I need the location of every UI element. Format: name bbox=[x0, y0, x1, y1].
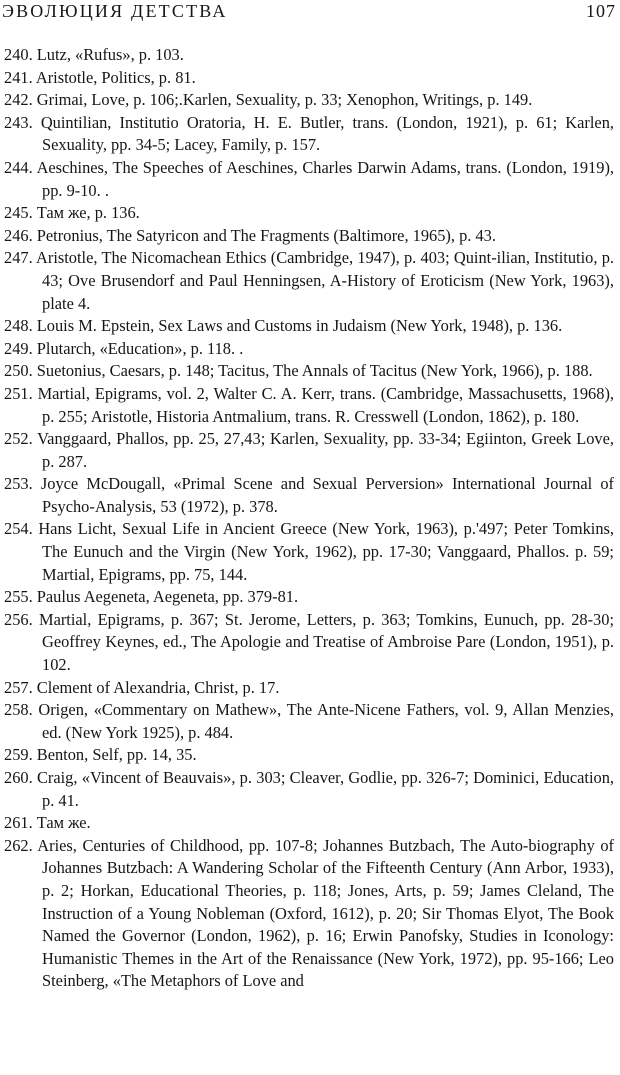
endnote-243: 243. Quintilian, Institutio Oratoria, H. E. Butler, trans. (London, 1921), p. 61; Karlen, Sexuality, pp. 34-5; Lacey, Family, p. 157. bbox=[4, 112, 614, 155]
endnote-261: 261. Там же. bbox=[4, 813, 91, 833]
endnote-247: 247. Aristotle, The Nicomachean Ethics (Cambridge, 1947), p. 403; Quint-ilian, Institutio, p. 43; Ove Brusendorf and Paul Henningsen, A-History of Eroticism (New York, 1963), plate 4. bbox=[4, 248, 614, 313]
running-title: ЭВОЛЮЦИЯ ДЕТСТВА bbox=[2, 1, 228, 21]
endnote-259: 259. Benton, Self, pp. 14, 35. bbox=[4, 745, 197, 765]
endnote-251: 251. Martial, Epigrams, vol. 2, Walter C. A. Kerr, trans. (Cambridge, Massachusetts, 1968), p. 255; Aristotle, Historia Antmalium, trans. R. Cresswell (London, 1862), p. 180. bbox=[4, 383, 614, 426]
endnote-241: 241. Aristotle, Politics, p. 81. bbox=[4, 67, 196, 87]
endnote-262: 262. Aries, Centuries of Childhood, pp. 107-8; Johannes Butzbach, The Auto-biography of Johannes Butzbach: A Wandering Scholar of the Fifteenth Century (Ann Arbor, 1933), p. 2; Horkan, Educational Theories, p. 118; Jones, Arts, p. 59; James Cleland, The Instruction of a Young Nobleman (Oxford, 1612), p. 20; Sir Thomas Elyot, The Book Named the Governor (London, 1962), p. 16; Erwin Panofsky, Studies in Iconology: Humanistic Themes in the Art of the Renaissance (New York, 1972), pp. 95-166; Leo Steinberg, «The Metaphors of Love and bbox=[4, 835, 614, 991]
page-header bbox=[2, 1, 616, 25]
endnote-249: 249. Plutarch, «Education», p. 118. . bbox=[4, 338, 244, 358]
endnote-260: 260. Craig, «Vincent of Beauvais», p. 303; Cleaver, Godlie, pp. 326-7; Dominici, Education, p. 41. bbox=[4, 768, 614, 810]
endnote-255: 255. Paulus Aegeneta, Aegeneta, pp. 379-81. bbox=[4, 587, 299, 607]
endnote-257: 257. Clement of Alexandria, Christ, p. 17. bbox=[4, 677, 280, 697]
endnote-248: 248. Louis M. Epstein, Sex Laws and Customs in Judaism (New York, 1948), p. 136. bbox=[4, 316, 563, 336]
endnote-256: 256. Martial, Epigrams, p. 367; St. Jerome, Letters, p. 363; Tomkins, Eunuch, pp. 28-30; Geoffrey Keynes, ed., The Apologie and Treatise of Ambroise Pare (London, 1951), p. 102. bbox=[4, 609, 614, 675]
endnote-246: 246. Petronius, The Satyricon and The Fragments (Baltimore, 1965), p. 43. bbox=[4, 225, 496, 245]
page-number: 107 bbox=[586, 1, 616, 21]
endnote-254: 254. Hans Licht, Sexual Life in Ancient Greece (New York, 1963), p.'497; Peter Tomkins, The Eunuch and the Virgin (New York, 1962), pp. 17-30; Vanggaard, Phallos. p. 59; Martial, Epigrams, pp. 75, 144. bbox=[4, 519, 614, 584]
endnote-245: 245. Там же, p. 136. bbox=[4, 203, 140, 223]
endnote-253: 253. Joyce McDougall, «Primal Scene and Sexual Perversion» International Journal of Psycho-Analysis, 53 (1972), p. 378. bbox=[4, 474, 614, 516]
endnote-242: 242. Grimai, Love, p. 106;.Karlen, Sexuality, p. 33; Xenophon, Writings, p. 149. bbox=[4, 90, 533, 110]
endnote-252: 252. Vanggaard, Phallos, pp. 25, 27,43; Karlen, Sexuality, pp. 33-34; Egiinton, Greek Love, p. 287. bbox=[4, 429, 614, 471]
endnote-250: 250. Suetonius, Caesars, p. 148; Tacitus, The Annals of Tacitus (New York, 1966), p. 188. bbox=[4, 361, 593, 381]
endnote-244: 244. Aeschines, The Speeches of Aeschines, Charles Darwin Adams, trans. (London, 1919), pp. 9-10. . bbox=[4, 157, 614, 200]
endnote-240: 240. Lutz, «Rufus», p. 103. bbox=[4, 45, 184, 64]
endnote-258: 258. Origen, «Commentary on Mathew», The Ante-Nicene Fathers, vol. 9, Allan Menzies, ed. (New York 1925), p. 484. bbox=[4, 700, 614, 742]
endnotes-list bbox=[4, 44, 614, 993]
